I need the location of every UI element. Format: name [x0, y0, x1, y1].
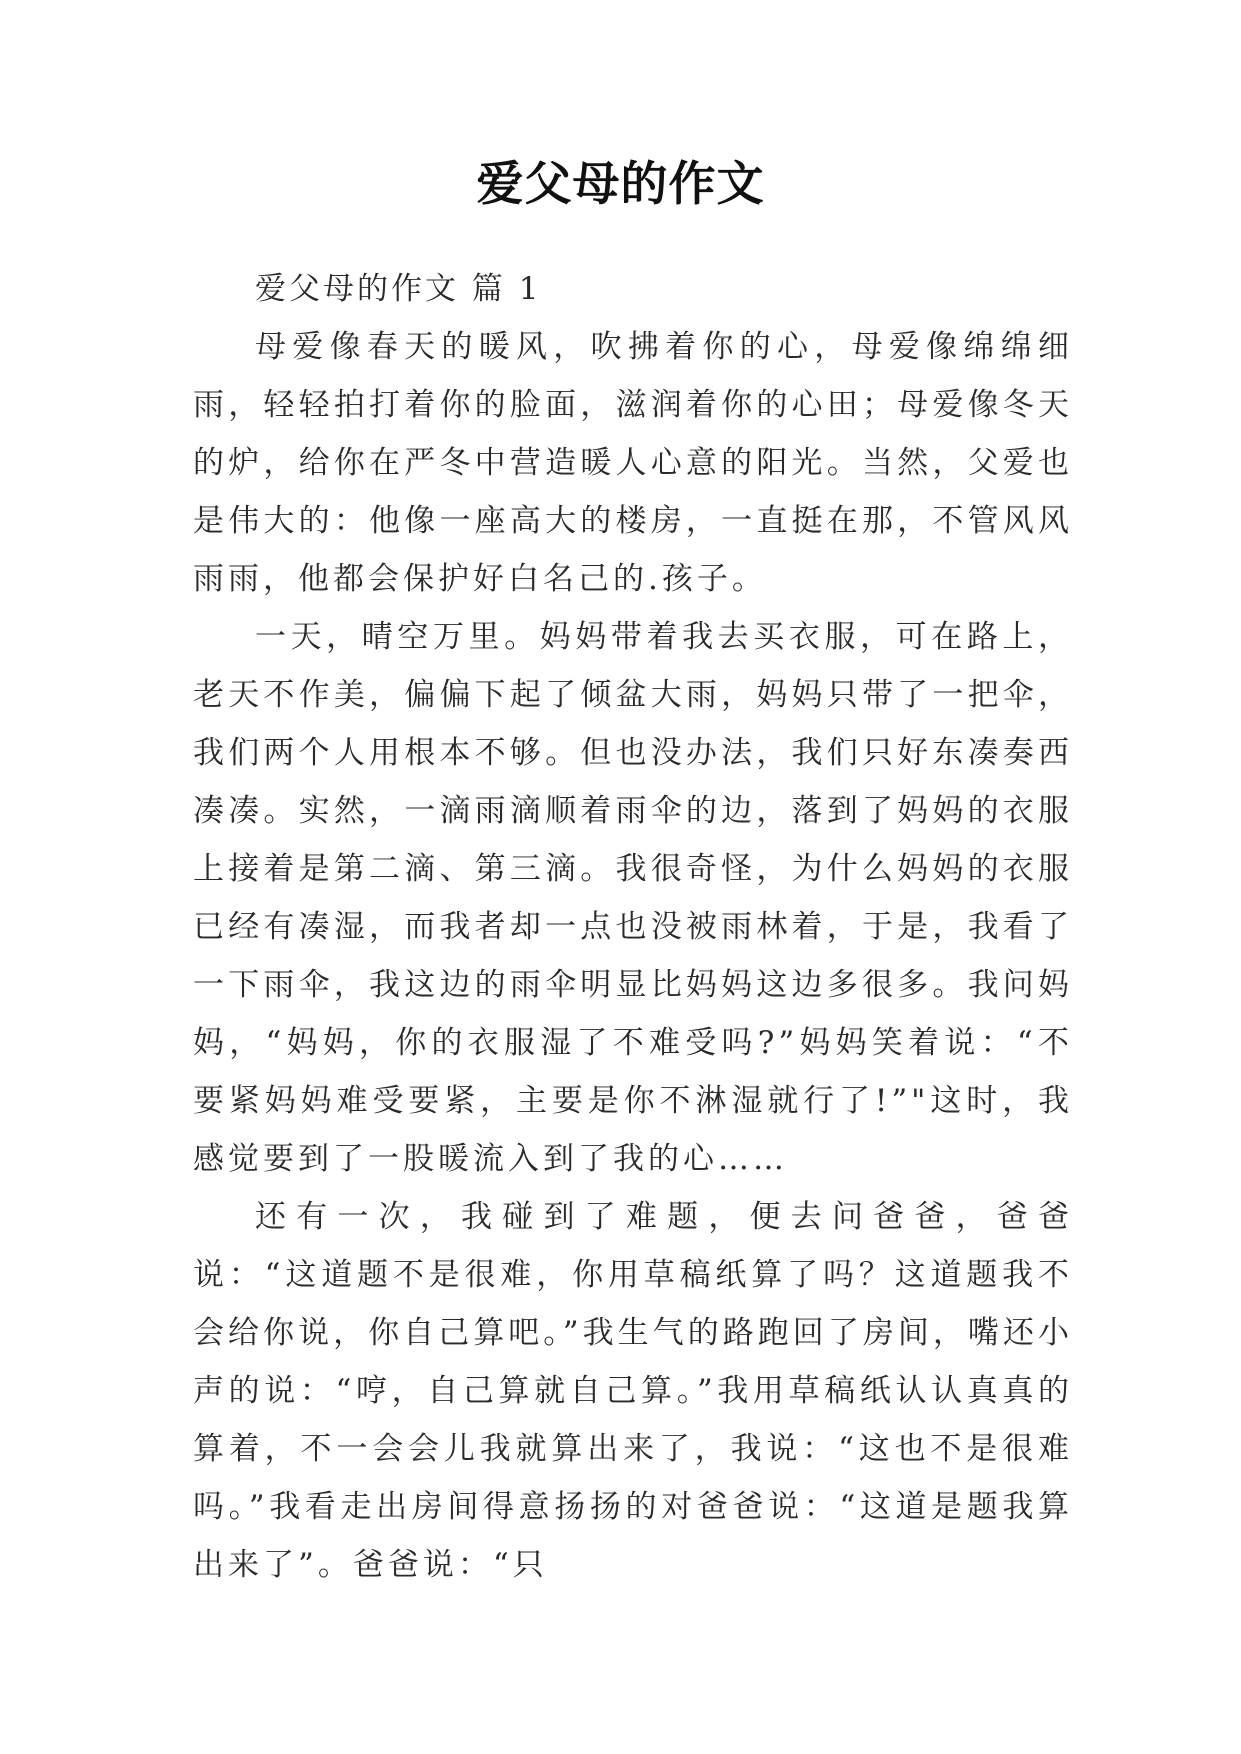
- section-heading: 爱父母的作文 篇 1: [255, 271, 542, 307]
- paragraph-1: 母爱像春天的暖风，吹拂着你的心，母爱像绵绵细雨，轻轻拍打着你的脸面，滋润着你的心田；母爱像冬天的炉，给你在严冬中营造暖人心意的阳光。当然，父爱也是伟大的：他像一座高大的楼房，一直挺在那，不管风风雨雨，他都会保护好白名己的.孩子。: [193, 329, 1073, 597]
- document-body: [193, 260, 1073, 1594]
- document-title: 爱父母的作文: [476, 157, 765, 212]
- paragraph-2: 一天，晴空万里。妈妈带着我去买衣服，可在路上，老天不作美，偏偏下起了倾盆大雨，妈妈只带了一把伞，我们两个人用根本不够。但也没办法，我们只好东凑奏西凑凑。实然，一滴雨滴顺着雨伞的边，落到了妈妈的衣服上接着是第二滴、第三滴。我很奇怪，为什么妈妈的衣服已经有凑湿，而我者却一点也没被雨林着，于是，我看了一下雨伞，我这边的雨伞明显比妈妈这边多很多。我问妈妈，“妈妈，你的衣服湿了不难受吗?”妈妈笑着说：“不要紧妈妈难受要紧，主要是你不淋湿就行了!”"这时，我感觉要到了一股暖流入到了我的心……: [193, 619, 1073, 1177]
- paragraph-3: 还有一次，我碰到了难题，便去问爸爸，爸爸说：“这道题不是很难，你用草稿纸算了吗？这道题我不会给你说，你自己算吧。”我生气的路跑回了房间，嘴还小声的说：“哼，自己算就自己算。”我用草稿纸认认真真的算着，不一会会儿我就算出来了，我说：“这也不是很难吗。”我看走出房间得意扬扬的对爸爸说：“这道是题我算出来了”。爸爸说：“只: [193, 1199, 1073, 1583]
